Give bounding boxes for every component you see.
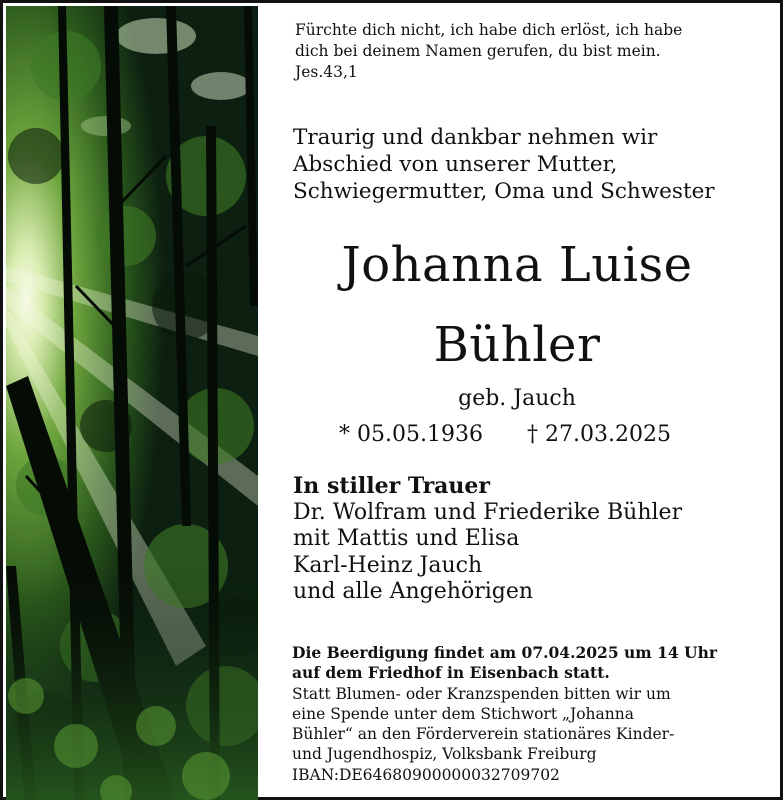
mourners-heading: In stiller Trauer xyxy=(293,473,491,499)
mourner-line: Dr. Wolfram und Friederike Bühler xyxy=(293,499,683,525)
donation-line: und Jugendhospiz, Volksbank Freiburg xyxy=(292,745,597,764)
mourner-line: und alle Angehörigen xyxy=(293,579,534,604)
mourner-line: mit Mattis und Elisa xyxy=(293,526,520,551)
forest-photo xyxy=(6,6,258,800)
iban-line: IBAN:DE64680900000032709702 xyxy=(292,765,560,784)
deceased-first-names: Johanna Luise xyxy=(341,237,693,293)
donation-line: Bühler“ an den Förderverein stationäres Kinder- xyxy=(292,725,675,744)
maiden-name: geb. Jauch xyxy=(458,386,576,411)
mourners-list xyxy=(293,473,763,606)
donation-line: Statt Blumen- oder Kranzspenden bitten wir um xyxy=(292,684,671,703)
mourner-line: Karl-Heinz Jauch xyxy=(293,552,483,578)
verse-line: dich bei deinem Namen gerufen, du bist mein. xyxy=(295,42,661,60)
intro-line: Abschied von unserer Mutter, xyxy=(293,152,618,177)
verse-line: Fürchte dich nicht, ich habe dich erlöst, ich habe xyxy=(295,21,683,39)
funeral-place-line: auf dem Friedhof in Eisenbach statt. xyxy=(292,663,610,683)
intro-text xyxy=(293,124,763,205)
intro-line: Schwiegermutter, Oma und Schwester xyxy=(293,179,715,204)
bible-verse xyxy=(295,20,755,83)
birth-date: * 05.05.1936 xyxy=(339,422,483,447)
funeral-date-line: Die Beerdigung findet am 07.04.2025 um 14 Uhr xyxy=(292,643,718,662)
funeral-details xyxy=(292,643,762,785)
deceased-surname: Bühler xyxy=(433,317,601,373)
verse-reference: Jes.43,1 xyxy=(295,63,358,81)
notice-text xyxy=(292,3,762,803)
intro-line: Traurig und dankbar nehmen wir xyxy=(293,125,658,150)
life-dates xyxy=(292,421,742,449)
death-date: † 27.03.2025 xyxy=(527,422,671,447)
forest-image xyxy=(6,6,258,800)
donation-line: eine Spende unter dem Stichwort „Johanna xyxy=(292,704,634,723)
